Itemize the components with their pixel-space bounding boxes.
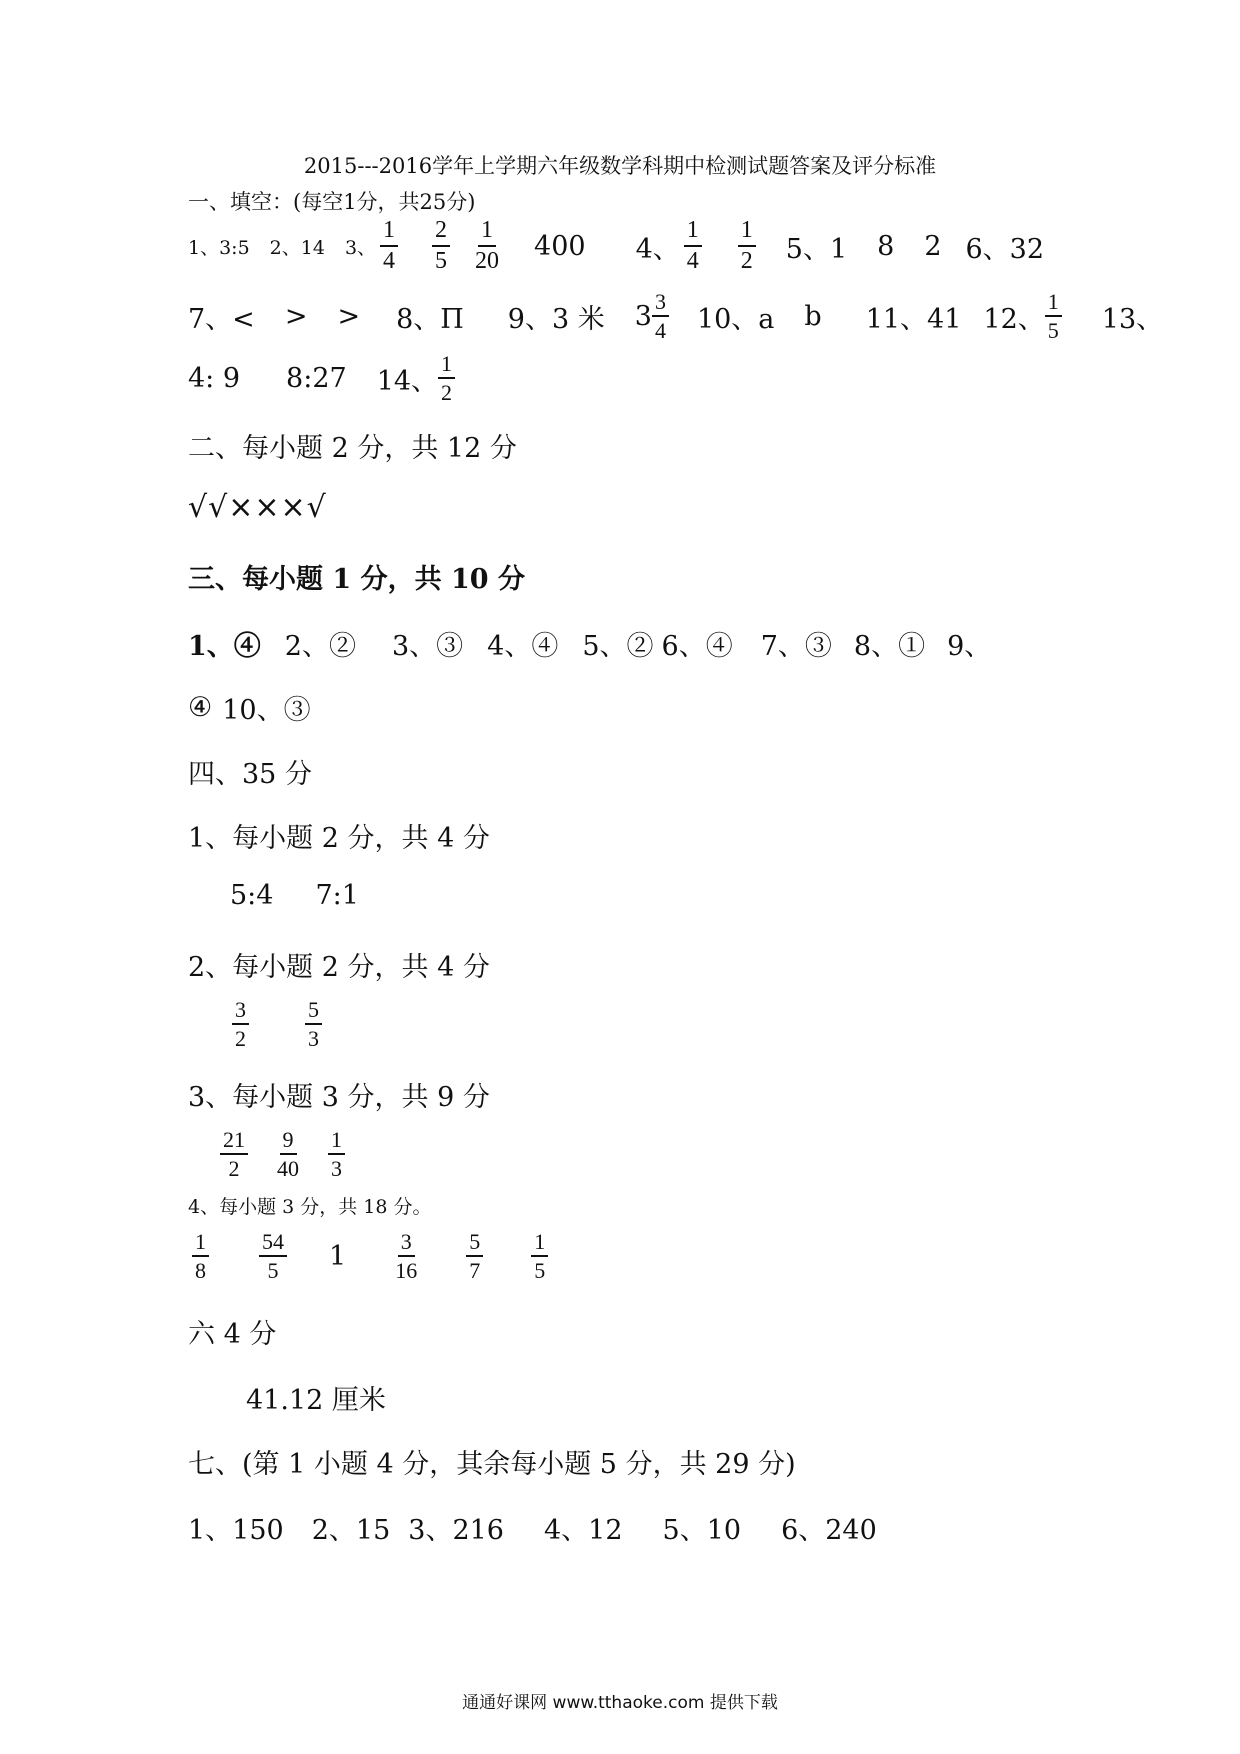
- fraction: $\frac{2}{5}$: [432, 218, 450, 274]
- list-item: 10、③: [222, 695, 311, 726]
- list-item: 7、③: [760, 631, 832, 662]
- section-1-row-1: [188, 218, 1044, 274]
- answer-10: 10、a: [696, 303, 775, 335]
- answer-whole-number: 1: [329, 1240, 347, 1272]
- list-item: 2、②: [284, 631, 356, 662]
- section-4-part-2-heading: 2、每小题 2 分，共 4 分: [188, 952, 490, 983]
- fraction: $\frac{1}{4}$: [684, 218, 702, 274]
- answer-7: 7、<: [188, 303, 255, 335]
- answer-13-label: 13、: [1101, 303, 1164, 335]
- list-item: 2、15: [311, 1515, 391, 1546]
- section-4-part-1-answers: [230, 880, 359, 911]
- section-6-answer: 41.12 厘米: [246, 1385, 386, 1416]
- answer-10-value-2: b: [804, 300, 822, 332]
- page-title: 2015---2016学年上学期六年级数学科期中检测试题答案及评分标准: [303, 154, 937, 178]
- fraction: $\frac{1}{5}$: [531, 1230, 548, 1282]
- answer-7-value-2: >: [284, 300, 308, 332]
- answer-13-value-1: 4: 9: [188, 362, 241, 394]
- answer-12-label: 12、: [983, 303, 1045, 335]
- section-4-part-3-heading: 3、每小题 3 分，共 9 分: [188, 1082, 490, 1113]
- fraction: $\frac{1}{5}$: [1045, 290, 1062, 342]
- fraction: $\frac{1}{2}$: [438, 352, 455, 404]
- answer-5: 5、1: [785, 233, 848, 265]
- section-4-part-4-answers: [188, 1230, 552, 1282]
- fraction: $\frac{9}{40}$: [277, 1127, 299, 1182]
- fraction: $\frac{1}{4}$: [380, 218, 398, 274]
- answer-3-value: 400: [534, 230, 586, 262]
- list-item: 3、③: [391, 631, 464, 662]
- list-item: 9、: [947, 631, 992, 662]
- answer-7-value-3: >: [337, 300, 361, 332]
- list-item: 8、①: [853, 631, 926, 662]
- answer-3-label: 3、: [344, 236, 377, 259]
- fraction: $\frac{3}{2}$: [232, 998, 249, 1050]
- fraction: $\frac{1}{2}$: [738, 218, 756, 274]
- answer-ratio-2: 7:1: [315, 880, 359, 911]
- fraction: $\frac{21}{2}$: [220, 1128, 248, 1180]
- section-3-row-1: [188, 624, 991, 663]
- answer-1: 1、3:5: [188, 236, 250, 259]
- fraction: $\frac{3}{16}$: [395, 1229, 418, 1284]
- section-4-heading: 四、35 分: [188, 759, 312, 790]
- section-4-part-1-heading: 1、每小题 2 分，共 4 分: [188, 823, 490, 854]
- list-item: 4、④: [487, 631, 559, 662]
- footer-source-note: 通通好课网 www.tthaoke.com 提供下载: [462, 1693, 778, 1713]
- list-item: 1、④: [188, 631, 261, 662]
- list-item: ④: [188, 692, 213, 723]
- section-2-heading: 二、每小题 2 分，共 12 分: [188, 433, 517, 464]
- fraction: $\frac{5}{3}$: [305, 998, 322, 1050]
- mixed-number-whole: 3: [634, 300, 652, 332]
- fraction: $\frac{54}{5}$: [259, 1230, 287, 1282]
- list-item: 6、④: [661, 631, 733, 662]
- list-item: 3、216: [408, 1515, 504, 1546]
- fraction: $\frac{5}{7}$: [466, 1230, 483, 1282]
- list-item: 4、12: [543, 1515, 623, 1546]
- fraction: $\frac{1}{8}$: [192, 1230, 209, 1282]
- section-6-heading: 六 4 分: [188, 1319, 277, 1350]
- section-1-row-2: [188, 290, 1163, 342]
- answer-2: 2、14: [269, 236, 325, 259]
- answer-9: 9、3 米: [507, 303, 605, 335]
- fraction: $\frac{1}{3}$: [328, 1128, 345, 1180]
- section-3-heading: 三、每小题 1 分，共 10 分: [188, 564, 525, 595]
- section-4-part-4-heading: 4、每小题 3 分，共 18 分。: [188, 1196, 432, 1218]
- list-item: 5、10: [662, 1515, 742, 1546]
- section-7-answers: [188, 1508, 877, 1547]
- fraction: $\frac{1}{20}$: [475, 217, 500, 275]
- list-item: 1、150: [188, 1515, 284, 1546]
- answer-6: 6、32: [965, 233, 1045, 265]
- section-4-part-3-answers: [216, 1128, 349, 1180]
- section-1-heading: 一、填空：(每空1分，共25分): [188, 190, 476, 214]
- section-4-part-4-heading-row: [188, 1192, 432, 1219]
- section-3-row-2: [188, 688, 311, 727]
- section-7-heading: 七、(第 1 小题 4 分，其余每小题 5 分，共 29 分): [188, 1449, 796, 1480]
- section-2-answers: √√×××√: [188, 490, 327, 525]
- answer-14-label: 14、: [376, 365, 439, 397]
- section-1-row-3: [188, 352, 459, 404]
- section-4-part-2-answers: [228, 998, 326, 1050]
- fraction: $\frac{3}{4}$: [652, 290, 669, 342]
- list-item: 6、240: [781, 1515, 877, 1546]
- answer-5-value-3: 2: [924, 230, 942, 262]
- answer-8: 8、Π: [396, 303, 464, 335]
- answer-ratio-1: 5:4: [230, 880, 274, 911]
- answer-13-value-2: 8:27: [286, 362, 347, 394]
- answer-11: 11、41: [865, 303, 962, 335]
- answer-4-label: 4、: [635, 233, 680, 265]
- list-item: 5、②: [582, 631, 654, 662]
- answer-5-value-2: 8: [877, 230, 895, 262]
